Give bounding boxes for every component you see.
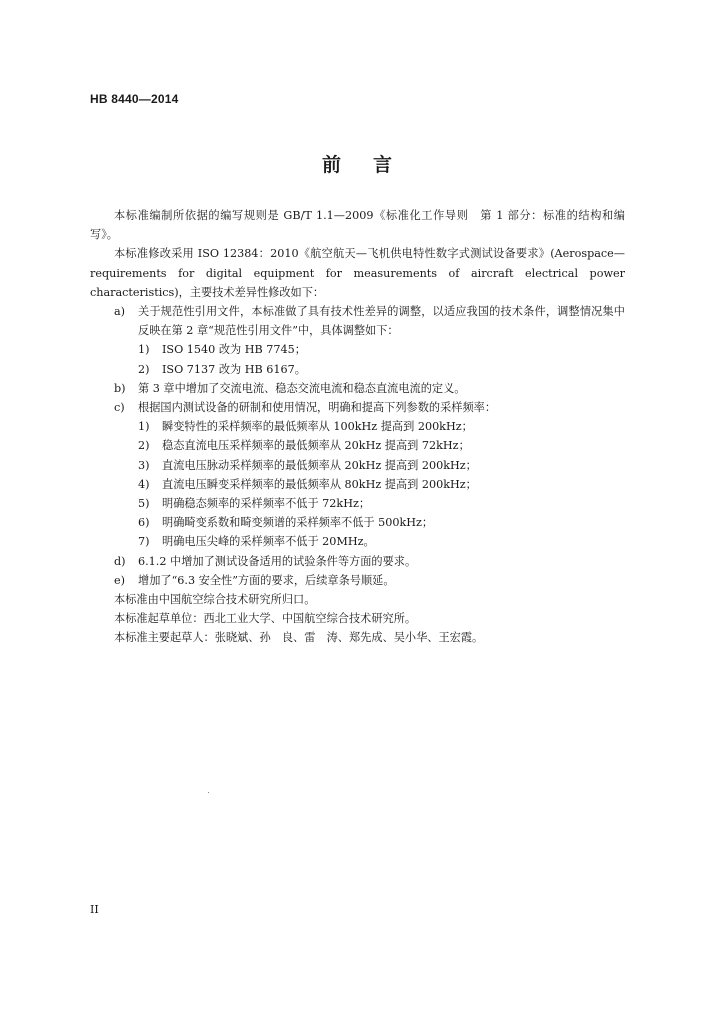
- paragraph-responsible-org: 本标准由中国航空综合技术研究所归口。: [114, 593, 316, 607]
- list-item-text: 关于规范性引用文件，本标准做了具有技术性差异的调整，以适应我国的技术条件，调整情况集中反映在第 2 章“规范性引用文件”中，具体调整如下：: [138, 305, 625, 338]
- list-marker: a): [114, 305, 126, 319]
- sub-list-marker: 2): [138, 439, 150, 453]
- sub-list-item: [90, 513, 625, 532]
- paragraph-drafting-rules: 本标准编制所依据的编写规则是 GB/T 1.1—2009《标准化工作导则 第 1 部分：标准的结构和编写》。: [90, 209, 625, 242]
- paragraph-drafters: 本标准主要起草人：张晓斌、孙 良、雷 涛、郑先成、吴小华、王宏霞。: [114, 631, 484, 645]
- sub-list-item: [90, 532, 625, 551]
- sub-list-item-text: 瞬变特性的采样频率的最低频率从 100kHz 提高到 200kHz；: [162, 420, 473, 434]
- sub-list-item: [90, 456, 625, 475]
- sub-list-item: [90, 475, 625, 494]
- foreword-body: [90, 206, 625, 648]
- sub-list-item: [90, 436, 625, 455]
- sub-list-item-text: 明确电压尖峰的采样频率不低于 20MHz。: [162, 535, 375, 549]
- sub-list-item-text: 明确稳态频率的采样频率不低于 72kHz；: [162, 497, 371, 511]
- page-number: II: [90, 903, 99, 916]
- list-item: [90, 379, 625, 398]
- sub-list-item-text: 明确畸变系数和畸变频谱的采样频率不低于 500kHz；: [162, 516, 434, 530]
- sub-list-marker: 1): [138, 420, 150, 434]
- sub-list-item: [90, 360, 625, 379]
- sub-list-item: [90, 417, 625, 436]
- list-item-text: 根据国内测试设备的研制和使用情况，明确和提高下列参数的采样频率：: [138, 401, 497, 415]
- paragraph-drafting-units: 本标准起草单位：西北工业大学、中国航空综合技术研究所。: [114, 612, 417, 626]
- list-marker: e): [114, 573, 125, 587]
- sub-list-marker: 7): [138, 535, 150, 549]
- scan-speck: [208, 792, 209, 793]
- sub-list-marker: 6): [138, 516, 150, 530]
- sub-list-marker: 4): [138, 477, 150, 491]
- page-title: 前言: [321, 154, 424, 176]
- list-item-text: 6.1.2 中增加了测试设备适用的试验条件等方面的要求。: [138, 554, 417, 568]
- sub-list-marker: 3): [138, 458, 150, 472]
- sub-list-item-text: 稳态直流电压采样频率的最低频率从 20kHz 提高到 72kHz；: [162, 439, 470, 453]
- sub-list-item: [90, 494, 625, 513]
- sub-list-item-text: ISO 7137 改为 HB 6167。: [162, 362, 306, 376]
- list-marker: d): [114, 554, 126, 568]
- document-code: HB 8440—2014: [90, 92, 179, 106]
- sub-list-marker: 1): [138, 343, 150, 357]
- paragraph-iso-adoption: 本标准修改采用 ISO 12384：2010《航空航天—飞机供电特性数字式测试设备要求》(Aerospace—requirements for digital equipment for measurements of aircraft electrical power characteristics)，主要技术差异性修改如下：: [90, 247, 625, 299]
- sub-list-item-text: 直流电压瞬变采样频率的最低频率从 80kHz 提高到 200kHz；: [162, 477, 477, 491]
- sub-list-item-text: ISO 1540 改为 HB 7745；: [162, 343, 306, 357]
- list-item: [90, 302, 625, 340]
- list-item-text: 第 3 章中增加了交流电流、稳态交流电流和稳态直流电流的定义。: [138, 381, 466, 395]
- list-marker: b): [114, 381, 126, 395]
- list-item: [90, 552, 625, 571]
- sub-list-marker: 5): [138, 497, 150, 511]
- list-marker: c): [114, 401, 125, 415]
- list-item-text: 增加了“6.3 安全性”方面的要求，后续章条号顺延。: [138, 573, 395, 587]
- sub-list-item: [90, 340, 625, 359]
- sub-list-marker: 2): [138, 362, 150, 376]
- list-item: [90, 398, 625, 417]
- sub-list-item-text: 直流电压脉动采样频率的最低频率从 20kHz 提高到 200kHz；: [162, 458, 477, 472]
- list-item: [90, 571, 625, 590]
